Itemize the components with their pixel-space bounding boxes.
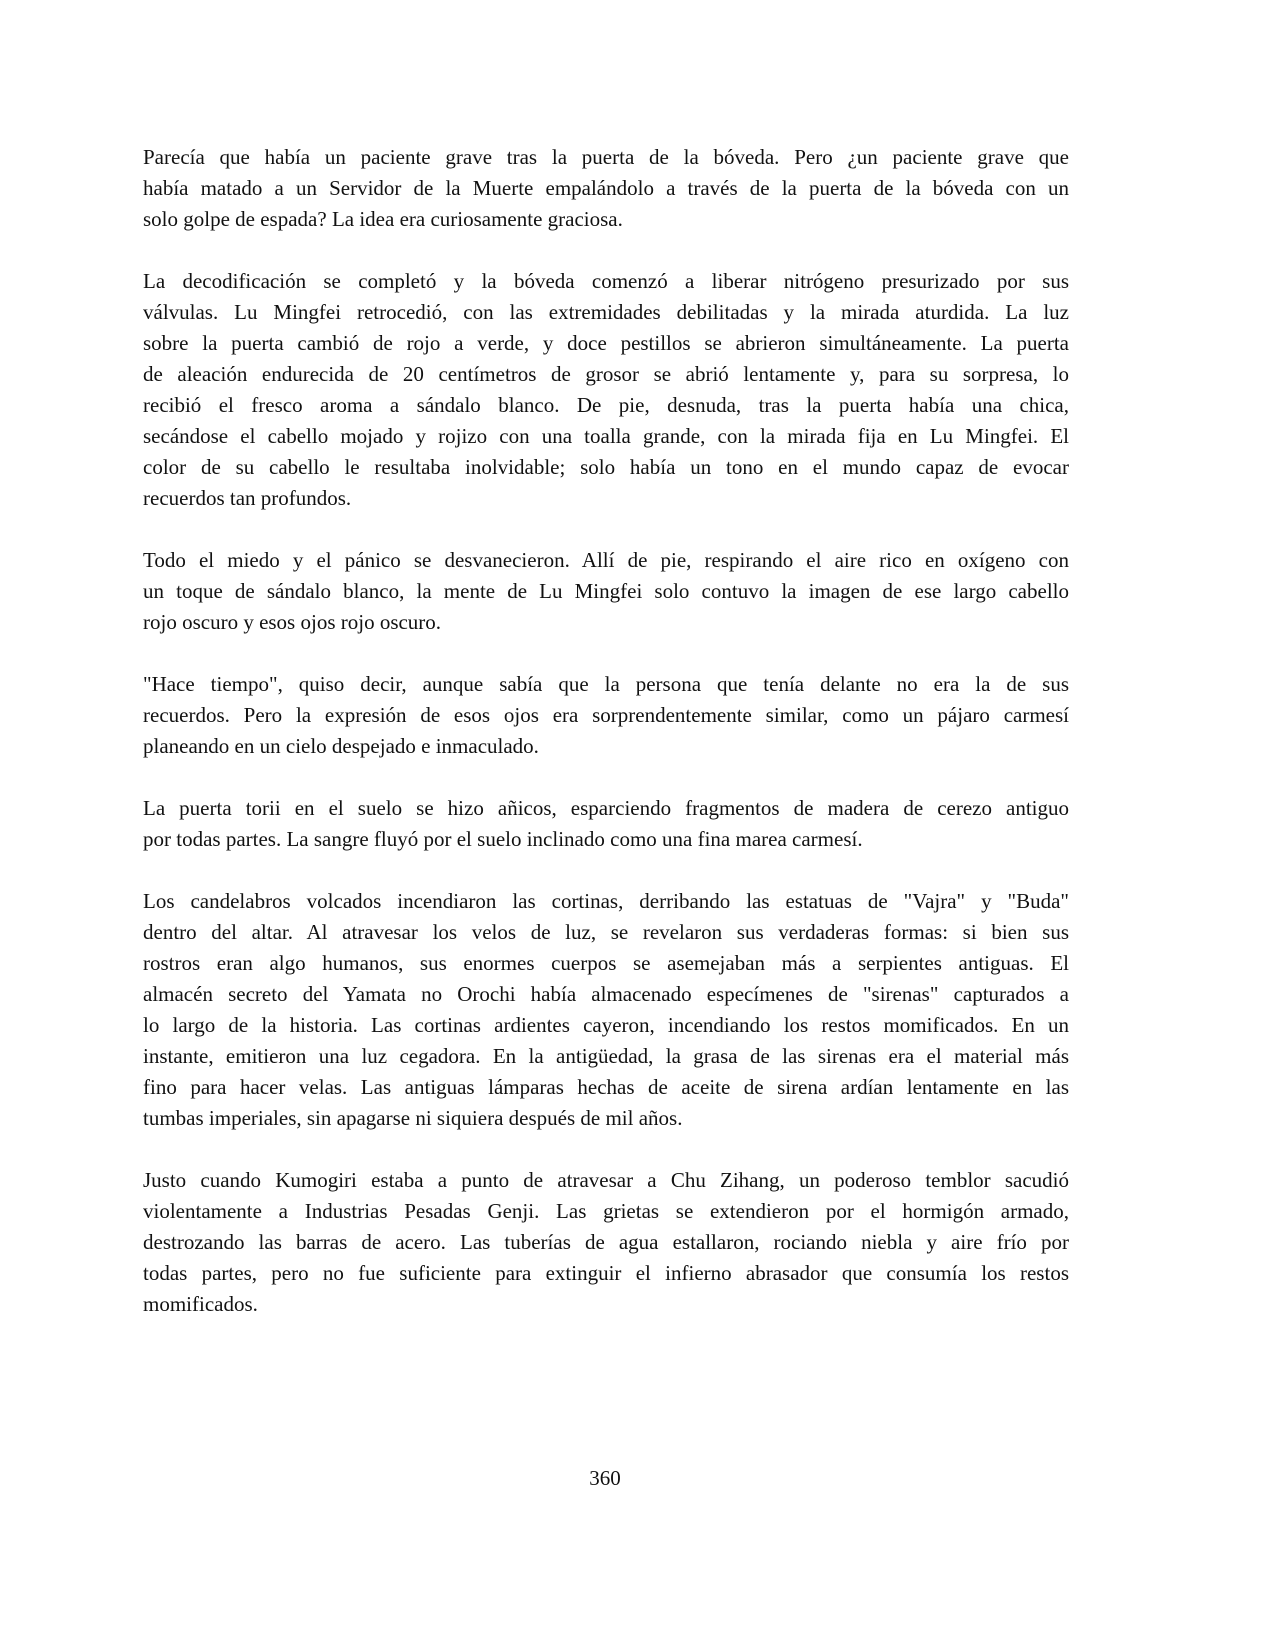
- text-line: La puerta torii en el suelo se hizo añicos, esparciendo fragmentos de madera de cerezo antiguo: [143, 796, 1069, 820]
- text-line: tumbas imperiales, sin apagarse ni siquiera después de mil años.: [143, 1106, 683, 1130]
- text-line: rostros eran algo humanos, sus enormes cuerpos se asemejaban más a serpientes antiguas. El: [143, 951, 1069, 975]
- page-number: 360: [589, 1466, 621, 1490]
- text-line: solo golpe de espada? La idea era curiosamente graciosa.: [143, 207, 623, 231]
- text-line: almacén secreto del Yamata no Orochi había almacenado especímenes de "sirenas" capturados a: [143, 982, 1069, 1006]
- paragraph: [143, 793, 1069, 855]
- paragraph: [143, 1165, 1069, 1320]
- text-line: fino para hacer velas. Las antiguas lámparas hechas de aceite de sirena ardían lentamente en las: [143, 1075, 1069, 1099]
- text-line: sobre la puerta cambió de rojo a verde, y doce pestillos se abrieron simultáneamente. La puerta: [143, 331, 1069, 355]
- paragraph: [143, 886, 1069, 1134]
- text-line: La decodificación se completó y la bóveda comenzó a liberar nitrógeno presurizado por sus: [143, 269, 1069, 293]
- text-line: había matado a un Servidor de la Muerte empalándolo a través de la puerta de la bóveda con un: [143, 176, 1069, 200]
- text-line: secándose el cabello mojado y rojizo con una toalla grande, con la mirada fija en Lu Mingfei. El: [143, 424, 1069, 448]
- text-line: instante, emitieron una luz cegadora. En la antigüedad, la grasa de las sirenas era el material más: [143, 1044, 1069, 1068]
- text-line: violentamente a Industrias Pesadas Genji. Las grietas se extendieron por el hormigón armado,: [143, 1199, 1069, 1223]
- text-line: Los candelabros volcados incendiaron las cortinas, derribando las estatuas de "Vajra" y "Buda": [143, 889, 1069, 913]
- text-line: Parecía que había un paciente grave tras la puerta de la bóveda. Pero ¿un paciente grave que: [143, 145, 1069, 169]
- text-line: recibió el fresco aroma a sándalo blanco. De pie, desnuda, tras la puerta había una chica,: [143, 393, 1069, 417]
- paragraph: [143, 669, 1069, 762]
- text-line: color de su cabello le resultaba inolvidable; solo había un tono en el mundo capaz de evocar: [143, 455, 1069, 479]
- text-line: de aleación endurecida de 20 centímetros de grosor se abrió lentamente y, para su sorpresa, lo: [143, 362, 1069, 386]
- text-line: lo largo de la historia. Las cortinas ardientes cayeron, incendiando los restos momificados. En un: [143, 1013, 1069, 1037]
- text-line: Justo cuando Kumogiri estaba a punto de atravesar a Chu Zihang, un poderoso temblor sacudió: [143, 1168, 1069, 1192]
- text-line: todas partes, pero no fue suficiente para extinguir el infierno abrasador que consumía los restos: [143, 1261, 1069, 1285]
- paragraph: [143, 545, 1069, 638]
- text-line: momificados.: [143, 1292, 258, 1316]
- text-line: un toque de sándalo blanco, la mente de Lu Mingfei solo contuvo la imagen de ese largo cabello: [143, 579, 1069, 603]
- paragraph: [143, 266, 1069, 514]
- text-line: recuerdos. Pero la expresión de esos ojos era sorprendentemente similar, como un pájaro carmesí: [143, 703, 1069, 727]
- text-line: rojo oscuro y esos ojos rojo oscuro.: [143, 610, 442, 634]
- text-line: destrozando las barras de acero. Las tuberías de agua estallaron, rociando niebla y aire frío por: [143, 1230, 1069, 1254]
- text-line: recuerdos tan profundos.: [143, 486, 352, 510]
- text-line: Todo el miedo y el pánico se desvanecieron. Allí de pie, respirando el aire rico en oxígeno con: [143, 548, 1069, 572]
- text-line: válvulas. Lu Mingfei retrocedió, con las extremidades debilitadas y la mirada aturdida. La luz: [143, 300, 1069, 324]
- text-line: por todas partes. La sangre fluyó por el suelo inclinado como una fina marea carmesí.: [143, 827, 863, 851]
- paragraph: [143, 142, 1069, 235]
- page-body: [143, 142, 1069, 1351]
- text-line: planeando en un cielo despejado e inmaculado.: [143, 734, 539, 758]
- text-line: "Hace tiempo", quiso decir, aunque sabía que la persona que tenía delante no era la de sus: [143, 672, 1069, 696]
- text-line: dentro del altar. Al atravesar los velos de luz, se revelaron sus verdaderas formas: si bien sus: [143, 920, 1069, 944]
